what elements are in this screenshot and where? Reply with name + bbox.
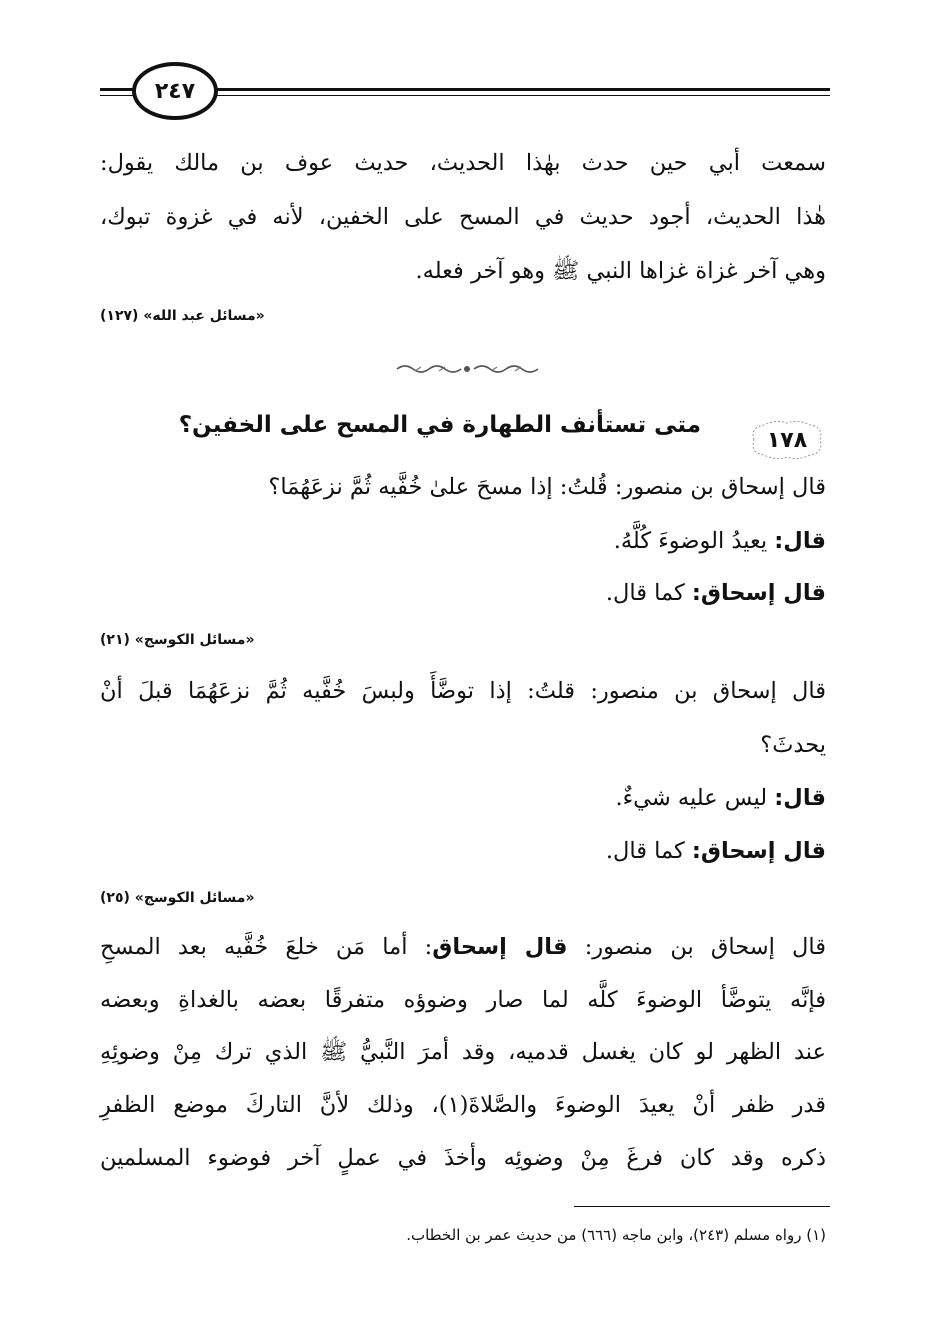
page-header [100,62,830,122]
footnote-rule [574,1206,830,1207]
qa2-answer [615,785,826,811]
para1-line-1: سمعت أبي حين حدث بهٰذا الحديث، حديث عوف بن مالك يقول: [100,150,826,176]
page-number-text: ٢٤٧ [154,78,196,104]
para3-line-1-pre: قال إسحاق بن منصور: [567,934,827,960]
header-rule-left-thin [100,95,134,96]
qa1-answer-label: قال: [774,528,826,554]
para1-source: «مسائل عبد الله» (١٢٧) [100,308,265,324]
para1-line-3: وهي آخر غزاة غزاها النبي ﷺ وهو آخر فعله. [415,258,826,284]
qa2-ishaq-label: قال إسحاق: [691,838,826,864]
qa2-question-line-2: يحدثَ؟ [760,732,826,758]
para3-line-1-post: : أما مَن خلعَ خُفَّيه بعد المسحِ [100,934,433,960]
para3-line-4: قدر ظفر أنْ يعيدَ الوضوءَ والصَّلاةَ(١)، وذلك لأنَّ التاركَ موضع الظفرِ [100,1092,827,1118]
qa2-ishaq-text: كما قال. [605,838,692,864]
qa1-ishaq [606,580,826,606]
qa2-answer-text: ليس عليه شيءٌ. [615,785,775,811]
header-rule-right-thin [216,95,830,96]
page-number [132,62,218,120]
section-number-badge [746,417,828,463]
qa2-source: «مسائل الكوسج» (٢٥) [100,890,255,906]
footnote: (١) رواه مسلم (٢٤٣)، وابن ماجه (٦٦٦) من حديث عمر بن الخطاب. [406,1226,826,1244]
para1-line-2: هٰذا الحديث، أجود حديث في المسح على الخفين، لأنه في غزوة تبوك، [100,204,826,230]
header-rule-left [100,88,134,91]
para3-line-1-bold: قال إسحاق [432,934,568,960]
para3-line-1 [100,934,826,960]
qa1-source: «مسائل الكوسج» (٢١) [100,632,255,648]
para3-line-2: فإنَّه يتوضَّأ الوضوءَ كلَّه لما صار وضوؤه متفرقًا بعضه بالغداةِ وبعضه [100,987,826,1013]
qa1-answer [614,528,826,554]
para3-line-5: ذكره وقد كان فرغَ مِنْ وضوئِه وأخذَ في عملٍ آخر فوضوء المسلمين [100,1145,826,1171]
section-title: متى تستأنف الطهارة في المسح على الخفين؟ [178,412,701,438]
ornament-divider [395,362,540,376]
qa1-answer-text: يعيدُ الوضوءَ كُلَّهُ. [613,528,775,554]
qa1-ishaq-label: قال إسحاق: [691,580,826,606]
qa2-question-line-1: قال إسحاق بن منصور: قلتُ: إذا توضَّأَ ولبسَ خُفَّيه ثُمَّ نزعَهُمَا قبلَ أنْ [100,678,826,704]
qa1-question: قال إسحاق بن منصور: قُلتُ: إذا مسحَ علىٰ خُفَّيه ثُمَّ نزعَهُمَا؟ [268,474,826,500]
para3-line-3: عند الظهر لو كان يغسل قدميه، وقد أمرَ النَّبيُّ ﷺ الذي ترك مِنْ وضوئِهِ [100,1039,826,1065]
qa2-ishaq [606,838,826,864]
qa2-answer-label: قال: [774,785,826,811]
section-number: ١٧٨ [766,427,808,453]
qa1-ishaq-text: كما قال. [605,580,692,606]
header-rule-right [216,88,830,91]
